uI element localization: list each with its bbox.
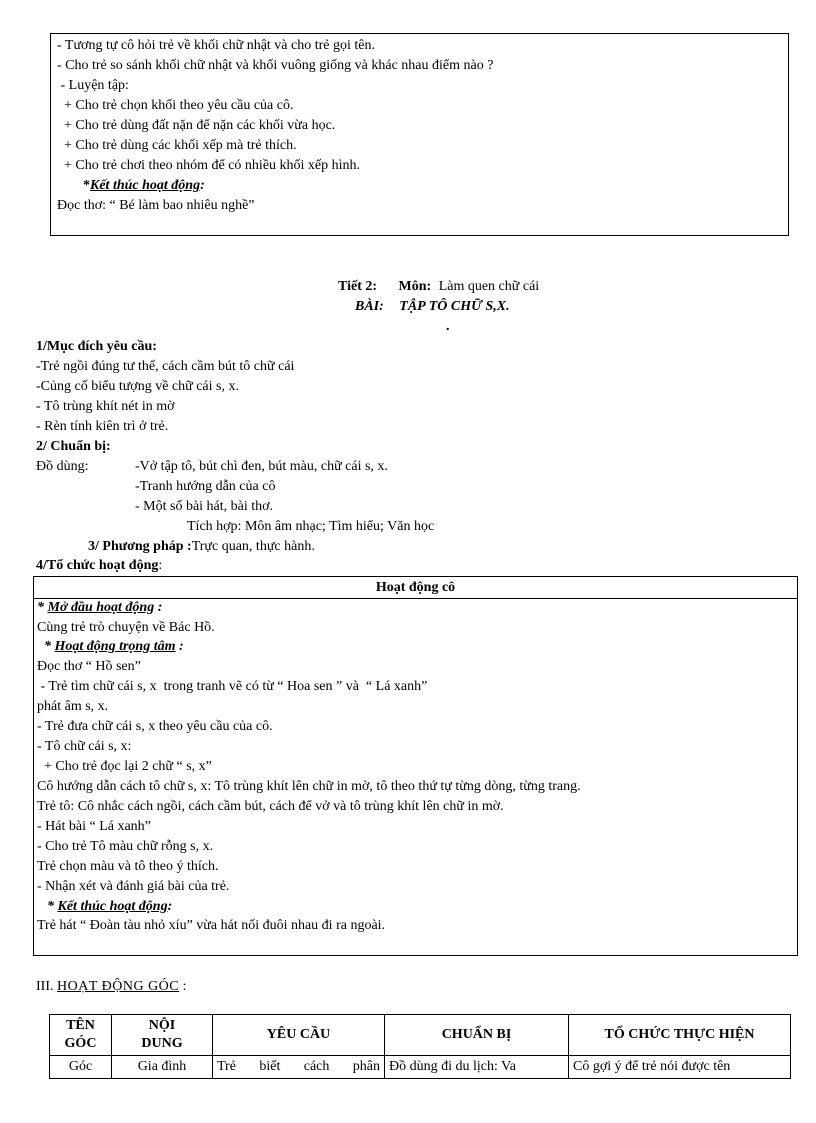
column-header: CHUẨN BỊ [385,1015,569,1056]
start-activity-heading: * Mở đầu hoạt động : [37,600,163,615]
table-header-row [50,1015,791,1056]
start-activity-label: Mở đầu hoạt động [47,600,155,615]
column-header: TÊN GÓC [50,1015,112,1056]
organization-label: 4/Tổ chức hoạt động [36,558,159,573]
main-activity-heading: * Hoạt động trọng tâm : [44,639,184,654]
activity-line: Trẻ hát “ Đoàn tàu nhỏ xíu” vừa hát nối đuôi nhau đi ra ngoài. [37,918,386,933]
section-heading-corners [36,977,187,997]
activity-line: - Nhận xét và đánh giá bài của trẻ. [37,879,230,894]
objective-item: -Củng cố biểu tượng về chữ cái s, x. [36,379,239,394]
activity-continuation-box [50,33,789,236]
lesson-title-line [355,297,510,317]
section-heading-organization [36,556,162,576]
activity-line: Cùng trẻ trò chuyện về Bác Hồ. [37,620,215,635]
section-heading-preparation: 2/ Chuẩn bị: [36,439,111,454]
activity-line: - Cho trẻ Tô màu chữ rỗng s, x. [37,839,214,854]
section-heading-objectives: 1/Mục đích yêu cầu: [36,339,157,354]
end-activity-label: Kết thúc hoạt động [57,899,168,914]
lesson-period: Tiết 2: [338,279,378,294]
lesson-title-label: BÀI: [355,299,384,314]
activity-line: + Cho trẻ đọc lại 2 chữ “ s, x” [37,759,212,774]
section-iii-suffix: : [179,979,187,994]
end-activity-heading [83,176,205,196]
practice-label: - Luyện tập: [57,78,129,93]
method-value: Trực quan, thực hành. [191,539,315,554]
activity-line: - Trẻ tìm chữ cái s, x trong tranh vẽ có từ “ Hoa sen ” và “ Lá xanh” [37,679,428,694]
end-activity-prefix: * [83,178,90,193]
activity-line: - Hát bài “ Lá xanh” [37,819,151,834]
poem-line: Đọc thơ: “ Bé làm bao nhiêu nghề” [57,198,255,213]
text-line [57,76,129,96]
column-header: NỘI DUNG [112,1015,213,1056]
objective-item: -Trẻ ngồi đúng tư thế, cách cầm bút tô chữ cái [36,359,295,374]
column-header: YÊU CẦU [213,1015,385,1056]
text-line: - Cho trẻ so sánh khối chữ nhật và khối vuông giống và khác nhau điểm nào ? [57,58,494,73]
activity-line: Trẻ tô: Cô nhắc cách ngồi, cách cầm bút, cách để vở và tô trùng khít lên chữ in mờ. [37,799,504,814]
table-cell: Góc [50,1056,112,1079]
activity-line: Cô hướng dẫn cách tô chữ s, x: Tô trùng khít lên chữ in mờ, tô theo thứ tự từng dòng, từng trang. [37,779,581,794]
activity-line: - Tô chữ cái s, x: [37,739,132,754]
end-activity-heading: * Kết thúc hoạt động: [47,899,173,914]
activity-table-header: Hoạt động cô [34,577,797,599]
text-line: - Tương tự cô hỏi trẻ về khối chữ nhật và cho trẻ gọi tên. [57,38,375,53]
subject-value: Làm quen chữ cái [438,279,540,294]
end-activity-suffix: : [200,178,205,193]
activity-table [33,576,798,956]
organization-colon: : [158,558,163,573]
objective-item: - Rèn tính kiên trì ở trẻ. [36,419,169,434]
objective-item: - Tô trùng khít nét in mờ [36,399,175,414]
lesson-title-value: TẬP TÔ CHỮ S,X. [399,299,510,314]
table-cell: Trẻ biết cách phân [213,1056,385,1079]
activity-line: Đọc thơ “ Hồ sen” [37,659,141,674]
table-row [50,1056,791,1079]
section-iii-title: HOẠT ĐỘNG GÓC [57,979,180,994]
main-activity-label: Hoạt động trọng tâm [54,639,176,654]
activity-line: Trẻ chọn màu và tô theo ý thích. [37,859,219,874]
column-header: TỔ CHỨC THỰC HIỆN [569,1015,791,1056]
table-cell: Đồ dùng đi du lịch: Va [385,1056,569,1079]
table-cell: Gia đình [112,1056,213,1079]
integration-line: Tích hợp: Môn âm nhạc; Tìm hiểu; Văn học [187,519,435,534]
text-line: + Cho trẻ chọn khối theo yêu cầu của cô. [57,98,294,113]
material-item: -Tranh hướng dẫn của cô [135,479,276,494]
method-line [88,537,315,557]
activity-line: - Trẻ đưa chữ cái s, x theo yêu cầu của cô. [37,719,273,734]
lesson-subject-line [338,277,539,297]
section-iii-prefix: III. [36,979,54,994]
materials-label: Đồ dùng: [36,459,89,474]
material-item: -Vở tập tô, bút chì đen, bút màu, chữ cái s, x. [135,459,388,474]
corner-activities-table [49,1014,791,1079]
material-item: - Một số bài hát, bài thơ. [135,499,274,514]
end-activity-label: Kết thúc hoạt động [90,178,201,193]
text-line: + Cho trẻ dùng các khối xếp mà trẻ thích. [57,138,297,153]
activity-line: phát âm s, x. [37,699,109,714]
title-dot: . [446,319,450,334]
method-label: 3/ Phương pháp : [88,539,192,554]
text-line: + Cho trẻ dùng đất nặn để nặn các khối vừa học. [57,118,336,133]
subject-label: Môn: [398,279,432,294]
text-line: + Cho trẻ chơi theo nhóm để có nhiều khối xếp hình. [57,158,361,173]
table-cell: Cô gợi ý để trẻ nói được tên [569,1056,791,1079]
